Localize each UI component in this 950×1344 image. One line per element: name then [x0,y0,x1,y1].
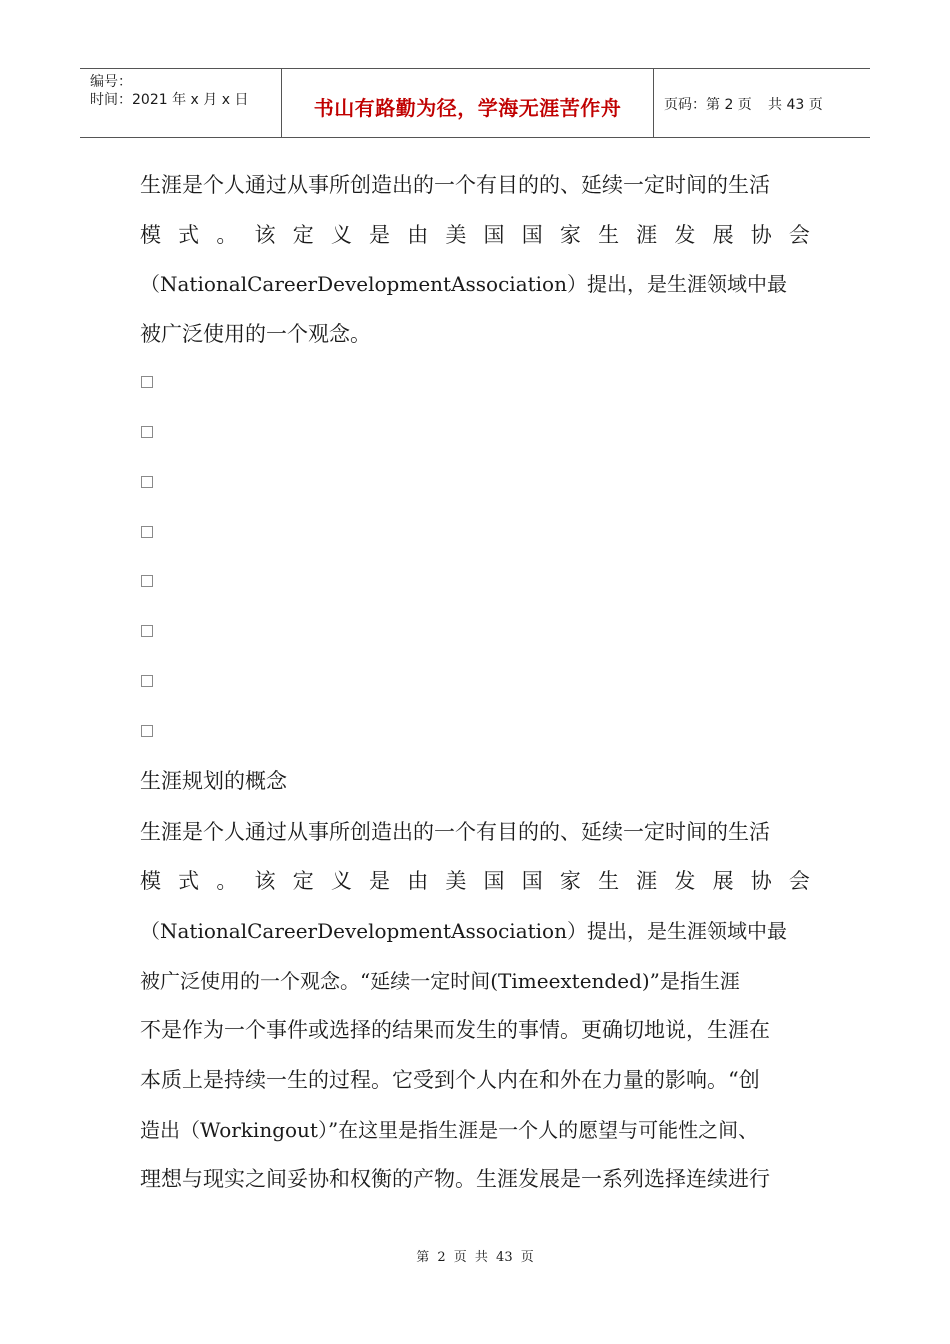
char: 协 [750,869,772,893]
char: 模 [140,223,161,247]
document-date-label: 时间：2021 年 x 月 x 日 [90,92,249,108]
paragraph2-line5: 不是作为一个事件或选择的结果而发生的事情。更确切地说，生涯在 [140,1018,770,1042]
char: 美 [445,223,467,247]
header-page-number: 页码：第 2 页 [664,97,752,113]
paragraph1-line3: （NationalCareerDevelopmentAssociation）提出，是生涯领域中最 [140,272,787,296]
char: 是 [369,869,391,893]
placeholder-box [141,376,153,388]
char: 协 [750,223,772,247]
char: 由 [407,223,429,247]
char: 发 [674,869,696,893]
char: 模 [140,869,161,893]
char: 该 [254,223,276,247]
placeholder-box [141,426,153,438]
document-header [80,68,870,138]
paragraph2-line3: （NationalCareerDevelopmentAssociation）提出，是生涯领域中最 [140,919,787,943]
paragraph2-line1: 生涯是个人通过从事所创造出的一个有目的的、延续一定时间的生活 [140,820,770,844]
paragraph2-line7: 造出（Workingout）”在这里是指生涯是一个人的愿望与可能性之间、 [140,1118,759,1142]
char: 会 [788,223,810,247]
char: 展 [712,869,734,893]
char: 国 [521,869,543,893]
char: 。 [216,869,238,893]
char: 式 [178,223,200,247]
paragraph2-line6: 本质上是持续一生的过程。它受到个人内在和外在力量的影响。“创 [140,1068,760,1092]
document-number-label: 编号： [90,74,132,90]
header-meta-cell [80,69,282,137]
char: 生 [598,869,620,893]
header-motto: 书山有路勤为径，学海无涯苦作舟 [313,96,622,120]
char: 国 [483,223,505,247]
char: 发 [674,223,696,247]
char: 生 [598,223,620,247]
header-page-total: 共 43 页 [768,97,823,113]
char: 式 [178,869,200,893]
char: 涯 [636,223,658,247]
char: 美 [445,869,467,893]
placeholder-box [141,575,153,587]
paragraph2-line2 [140,866,810,896]
char: 涯 [636,869,658,893]
placeholder-box [141,526,153,538]
char: 义 [330,869,352,893]
char: 国 [483,869,505,893]
char: 家 [559,869,581,893]
header-motto-cell [282,69,654,137]
char: 该 [254,869,276,893]
section-heading: 生涯规划的概念 [140,769,287,793]
page-footer: 第 2 页 共 43 页 [416,1250,534,1265]
paragraph2-line4: 被广泛使用的一个观念。“延续一定时间(Timeextended)”是指生涯 [140,969,740,993]
placeholder-box [141,725,153,737]
char: 定 [292,223,314,247]
char: 展 [712,223,734,247]
char: 是 [369,223,391,247]
char: 由 [407,869,429,893]
char: 定 [292,869,314,893]
char: 。 [216,223,238,247]
paragraph1-line1: 生涯是个人通过从事所创造出的一个有目的的、延续一定时间的生活 [140,173,770,197]
char: 家 [559,223,581,247]
paragraph2-line8: 理想与现实之间妥协和权衡的产物。生涯发展是一系列选择连续进行 [140,1167,770,1191]
placeholder-box [141,476,153,488]
char: 会 [788,869,810,893]
char: 义 [330,223,352,247]
placeholder-box [141,625,153,637]
placeholder-box [141,675,153,687]
char: 国 [521,223,543,247]
paragraph1-line2 [140,220,810,250]
paragraph1-line4: 被广泛使用的一个观念。 [140,322,371,346]
